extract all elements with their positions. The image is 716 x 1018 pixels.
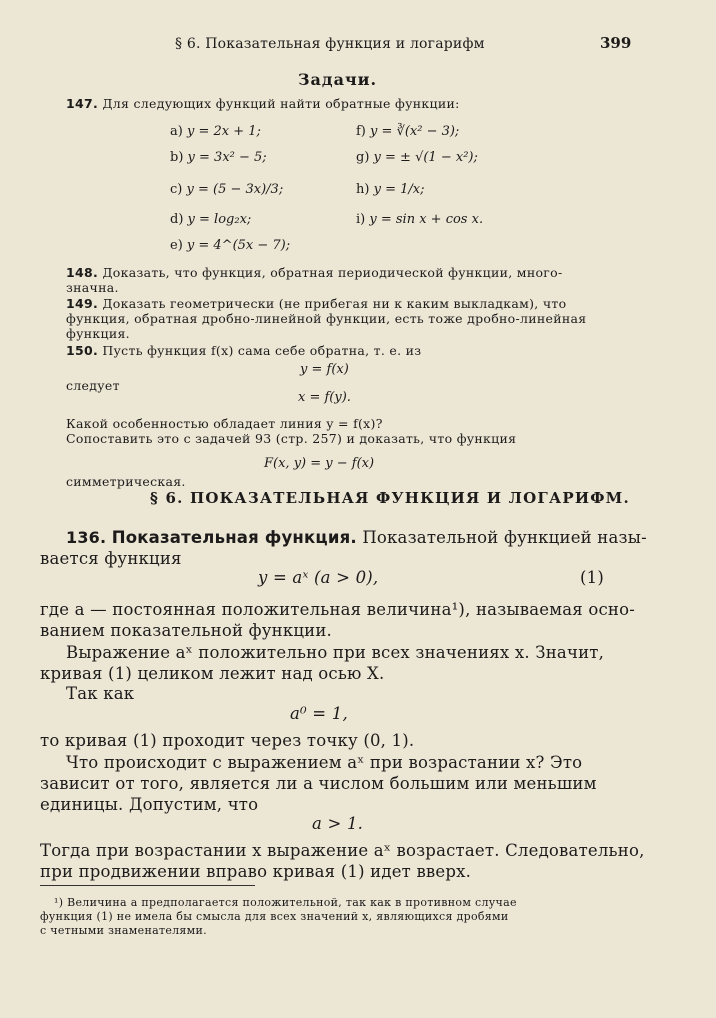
running-header: § 6. Показательная функция и логарифм — [175, 36, 485, 52]
item-f: f) y = ∛(x² − 3); — [356, 124, 460, 139]
equation-main: y = aˣ (a > 0), — [258, 568, 379, 587]
problem-148-line2: значна. — [66, 280, 119, 295]
footnote-line2: функция (1) не имела бы смысла для всех значений x, являющихся дробями — [40, 910, 509, 923]
footnote-line1: ¹) Величина a предполагается положительной, так как в противном случае — [54, 896, 517, 909]
problem-text: Для следующих функций найти обратные функции: — [102, 96, 460, 111]
text-line-b: ванием показательной функции. — [40, 621, 332, 640]
text-line-d: кривая (1) целиком лежит над осью X. — [40, 664, 385, 683]
paragraph-136-line2: вается функция — [40, 549, 182, 568]
text-line-g: Что происходит с выражением aˣ при возрастании x? Это — [66, 753, 583, 772]
item-d: d) y = log₂x; — [170, 212, 252, 227]
problems-heading: Задачи. — [298, 70, 378, 89]
item-c: c) y = (5 − 3x)/3; — [170, 182, 284, 197]
text-line-c: Выражение aˣ положительно при всех значениях x. Значит, — [66, 643, 605, 662]
text-line-f: то кривая (1) проходит через точку (0, 1). — [40, 731, 415, 750]
problem-150-line2: Какой особенностью обладает линия y = f(x)? — [66, 416, 383, 431]
text-line-a: где a — постоянная положительная величина¹), называемая осно- — [40, 600, 636, 619]
item-e: e) y = 4^(5x − 7); — [170, 238, 291, 253]
paragraph-136-line1: 136. Показательная функция. Показательной функцией назы- — [66, 528, 647, 547]
problem-150-line3: Сопоставить это с задачей 93 (стр. 257) и доказать, что функция — [66, 431, 517, 446]
equation-F: F(x, y) = y − f(x) — [264, 456, 375, 471]
equation-number: (1) — [580, 568, 604, 587]
equation-a0: a⁰ = 1, — [290, 704, 348, 723]
problem-149-line1: 149. Доказать геометрически (не прибегая ни к каким выкладкам), что — [66, 296, 567, 311]
follows-label: следует — [66, 378, 120, 393]
equation-a-gt-1: a > 1. — [312, 814, 364, 833]
equation-y-fx: y = f(x) — [300, 362, 349, 377]
problem-149-line2: функция, обратная дробно-линейной функции, есть тоже дробно-линейная — [66, 311, 587, 326]
text-line-i: единицы. Допустим, что — [40, 795, 259, 814]
problem-number: 147. — [66, 96, 99, 111]
footnote-divider — [40, 885, 255, 886]
text-line-j: Тогда при возрастании x выражение aˣ возрастает. Следовательно, — [40, 841, 645, 860]
problem-149-line3: функция. — [66, 326, 130, 341]
text-line-e: Так как — [66, 684, 135, 703]
text-line-k: при продвижении вправо кривая (1) идет вверх. — [40, 862, 472, 881]
problem-148-line1: 148. Доказать, что функция, обратная периодической функции, много- — [66, 265, 563, 280]
item-b: b) y = 3x² − 5; — [170, 150, 267, 165]
problem-150-line1: 150. Пусть функция f(x) сама себе обратна, т. е. из — [66, 343, 422, 358]
equation-x-fy: x = f(y). — [298, 390, 351, 405]
problem-147 — [66, 96, 460, 111]
problem-150-line4: симметрическая. — [66, 474, 186, 489]
text-line-h: зависит от того, является ли a числом большим или меньшим — [40, 774, 597, 793]
item-i: i) y = sin x + cos x. — [356, 212, 484, 227]
item-g: g) y = ± √(1 − x²); — [356, 150, 478, 165]
item-h: h) y = 1/x; — [356, 182, 425, 197]
item-a: a) y = 2x + 1; — [170, 124, 261, 139]
page-number: 399 — [600, 34, 632, 52]
section-heading: § 6. ПОКАЗАТЕЛЬНАЯ ФУНКЦИЯ И ЛОГАРИФМ. — [150, 489, 630, 507]
footnote-line3: с четными знаменателями. — [40, 924, 207, 937]
